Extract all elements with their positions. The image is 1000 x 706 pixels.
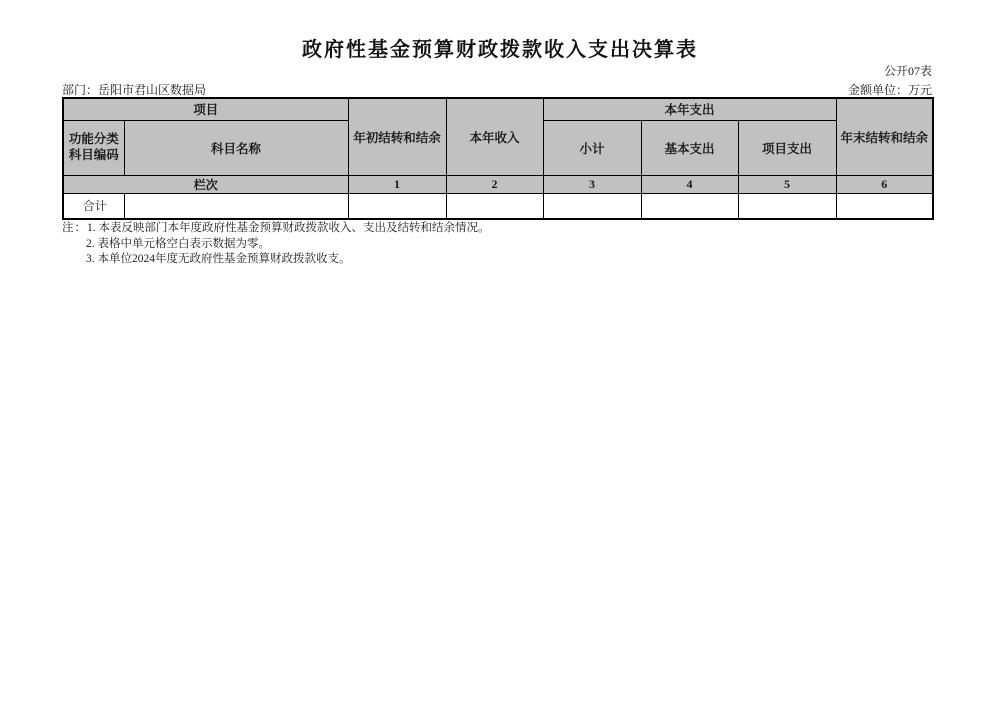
footnote-1-text: 1. 本表反映部门本年度政府性基金预算财政拨款收入、支出及结转和结余情况。 (87, 222, 490, 234)
column-index-3: 3 (543, 175, 641, 193)
page-title: 政府性基金预算财政拨款收入支出决算表 (302, 39, 698, 61)
header-project: 项目 (63, 98, 348, 120)
total-year-income-cell (446, 193, 543, 219)
header-year-income: 本年收入 (446, 98, 543, 175)
header-func-code-line2: 科目编码 (68, 147, 119, 162)
header-row-1 (63, 98, 933, 120)
total-end-balance-cell (836, 193, 933, 219)
header-year-expense: 本年支出 (543, 98, 836, 120)
unit-label: 金额单位：万元 (847, 83, 932, 97)
column-index-row (63, 175, 933, 193)
header-end-balance: 年末结转和结余 (836, 98, 933, 175)
table-code-label: 公开07表 (883, 64, 932, 78)
column-index-2: 2 (446, 175, 543, 193)
total-subject-name-cell (124, 193, 348, 219)
column-index-1: 1 (348, 175, 446, 193)
header-begin-balance: 年初结转和结余 (348, 98, 446, 175)
column-index-6: 6 (836, 175, 933, 193)
total-begin-balance-cell (348, 193, 446, 219)
column-index-label: 栏次 (63, 175, 348, 193)
total-basic-expense-cell (641, 193, 738, 219)
header-subject-name: 科目名称 (124, 120, 348, 175)
footnote-2: 2. 表格中单元格空白表示数据为零。 (86, 237, 270, 250)
department-label: 部门：岳阳市君山区数据局 (62, 83, 207, 97)
footnotes (62, 221, 490, 268)
meta-row (62, 81, 932, 98)
total-project-expense-cell (738, 193, 836, 219)
budget-table (62, 97, 934, 220)
total-row-label: 合计 (63, 193, 124, 219)
footnote-1 (62, 221, 490, 237)
total-subtotal-cell (543, 193, 641, 219)
header-basic-expense: 基本支出 (641, 120, 738, 175)
column-index-4: 4 (641, 175, 738, 193)
footnote-prefix: 注： (62, 222, 87, 234)
header-subtotal: 小计 (543, 120, 641, 175)
table-row-total (63, 193, 933, 219)
column-index-5: 5 (738, 175, 836, 193)
header-func-code (63, 120, 124, 175)
header-project-expense: 项目支出 (738, 120, 836, 175)
footnote-3: 3. 本单位2024年度无政府性基金预算财政拨款收支。 (86, 253, 351, 265)
header-func-code-line1: 功能分类 (68, 131, 119, 146)
